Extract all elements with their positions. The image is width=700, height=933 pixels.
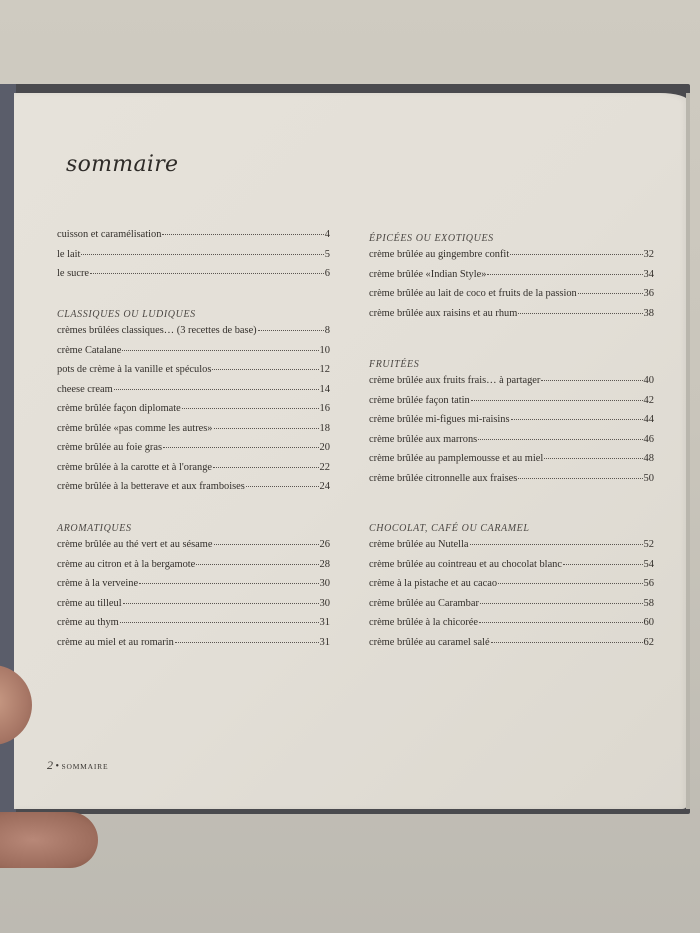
entry-label: crème brûlée aux marrons [369, 433, 478, 445]
entry-label: le lait [57, 248, 81, 260]
entry-label: cheese cream [57, 383, 113, 395]
entry-label: crème au tilleul [57, 597, 122, 609]
toc-entry[interactable] [369, 308, 654, 328]
toc-entry[interactable] [369, 453, 654, 473]
entry-page: 40 [643, 375, 654, 386]
dot-leader [123, 603, 319, 604]
entry-label: crème brûlée à la carotte et à l'orange [57, 461, 213, 473]
toc-section-aromatiques [57, 519, 330, 656]
toc-entry[interactable] [369, 617, 654, 637]
entry-label: crème brûlée au foie gras [57, 442, 163, 453]
entry-label: crème brûlée à la chicorée [369, 617, 479, 628]
dot-leader [518, 478, 642, 479]
entry-label: crème brûlée mi-figues mi-raisins [369, 414, 510, 425]
entry-page: 42 [643, 394, 654, 406]
entry-page: 12 [319, 364, 330, 375]
entry-page: 31 [319, 617, 330, 628]
entry-page: 52 [643, 539, 654, 550]
page-title: sommaire [66, 152, 179, 177]
toc-entry[interactable] [57, 249, 330, 269]
page-footer [47, 758, 108, 773]
entry-label: cuisson et caramélisation [57, 229, 162, 240]
toc-intro [57, 229, 330, 288]
dot-leader [471, 400, 643, 401]
dot-leader [214, 544, 319, 545]
toc-entry[interactable] [369, 269, 654, 289]
toc-entry[interactable] [369, 375, 654, 395]
dot-leader [510, 254, 642, 255]
entry-page: 62 [643, 636, 654, 648]
page-edge [686, 93, 690, 809]
toc-entry[interactable] [369, 598, 654, 618]
toc-entry[interactable] [369, 434, 654, 454]
toc-entry[interactable] [57, 598, 330, 618]
dot-leader [175, 642, 319, 643]
footer-label: SOMMAIRE [61, 762, 109, 771]
dot-leader [498, 583, 642, 584]
dot-leader [518, 313, 642, 314]
dot-leader [212, 369, 318, 370]
dot-leader [196, 564, 318, 565]
entry-page: 28 [319, 558, 330, 570]
dot-leader [258, 330, 324, 331]
toc-entry[interactable] [57, 578, 330, 598]
dot-leader [511, 419, 643, 420]
footer-bullet: • [55, 761, 60, 772]
dot-leader [491, 642, 643, 643]
entry-page: 60 [643, 617, 654, 628]
entry-label: crème Catalane [57, 344, 122, 356]
entry-label: pots de crème à la vanille et spéculos [57, 364, 212, 375]
toc-section-classiques [57, 305, 330, 501]
toc-section-fruitees [369, 355, 654, 492]
toc-entry[interactable] [369, 637, 654, 657]
entry-label: crème brûlée au gingembre confit [369, 249, 510, 260]
dot-leader [182, 408, 319, 409]
entry-label: crème à la verveine [57, 578, 139, 589]
toc-section-chocolat [369, 519, 654, 656]
entry-label: crème au miel et au romarin [57, 636, 174, 648]
toc-entry[interactable] [57, 268, 330, 288]
section-heading: CLASSIQUES OU LUDIQUES [57, 309, 196, 320]
dot-leader [479, 622, 642, 623]
dot-leader [214, 428, 319, 429]
entry-page: 18 [319, 422, 330, 434]
entry-page: 22 [319, 461, 330, 473]
entry-page: 10 [319, 344, 330, 356]
dot-leader [81, 254, 323, 255]
toc-entry[interactable] [57, 637, 330, 657]
entry-page: 34 [643, 268, 654, 280]
section-heading: CHOCOLAT, CAFÉ OU CARAMEL [369, 523, 530, 534]
toc-entry[interactable] [57, 442, 330, 462]
entry-label: le sucre [57, 268, 90, 279]
entry-page: 30 [319, 578, 330, 589]
dot-leader [487, 274, 642, 275]
dot-leader [162, 234, 323, 235]
entry-page: 4 [324, 229, 330, 240]
toc-entry[interactable] [57, 229, 330, 249]
dot-leader [246, 486, 319, 487]
toc-entry[interactable] [57, 345, 330, 365]
toc-entry[interactable] [57, 403, 330, 423]
toc-entry[interactable] [57, 423, 330, 443]
entry-label: crème brûlée au lait de coco et fruits de la passion [369, 288, 577, 299]
dot-leader [163, 447, 318, 448]
toc-entry[interactable] [369, 414, 654, 434]
entry-page: 14 [319, 383, 330, 395]
entry-page: 32 [643, 249, 654, 260]
toc-entry[interactable] [57, 325, 330, 345]
entry-label: crème brûlée à la betterave et aux framboises [57, 481, 245, 492]
dot-leader [480, 603, 643, 604]
dot-leader [478, 439, 642, 440]
toc-entry[interactable] [57, 617, 330, 637]
entry-label: crème brûlée au Carambar [369, 597, 479, 609]
entry-page: 48 [643, 453, 654, 464]
toc-entry[interactable] [369, 539, 654, 559]
entry-page: 20 [319, 442, 330, 453]
entry-page: 6 [324, 268, 330, 279]
dot-leader [213, 467, 318, 468]
section-heading: AROMATIQUES [57, 523, 132, 534]
entry-page: 36 [643, 288, 654, 299]
toc-entry[interactable] [57, 481, 330, 501]
toc-entry[interactable] [57, 364, 330, 384]
entry-label: crèmes brûlées classiques… (3 recettes de base) [57, 325, 257, 336]
entry-page: 50 [643, 472, 654, 484]
toc-entry[interactable] [369, 395, 654, 415]
entry-page: 44 [643, 414, 654, 425]
dot-leader [114, 389, 319, 390]
section-heading: ÉPICÉES OU EXOTIQUES [369, 233, 494, 244]
entry-label: crème brûlée aux raisins et au rhum [369, 307, 518, 319]
thumb-lower [0, 812, 98, 868]
entry-page: 46 [643, 433, 654, 445]
toc-entry[interactable] [369, 578, 654, 598]
entry-page: 31 [319, 636, 330, 648]
entry-label: crème au thym [57, 617, 119, 628]
entry-label: crème brûlée au cointreau et au chocolat blanc [369, 558, 562, 570]
entry-label: crème brûlée «Indian Style» [369, 268, 487, 280]
dot-leader [470, 544, 643, 545]
entry-page: 54 [643, 558, 654, 570]
toc-entry[interactable] [369, 559, 654, 579]
dot-leader [90, 273, 324, 274]
entry-page: 56 [643, 578, 654, 589]
toc-entry[interactable] [57, 462, 330, 482]
entry-label: crème brûlée «pas comme les autres» [57, 422, 213, 434]
entry-page: 58 [643, 597, 654, 609]
entry-label: crème brûlée au caramel salé [369, 636, 490, 648]
footer-page-number: 2 [47, 758, 53, 772]
entry-label: crème brûlée façon diplomate [57, 403, 181, 414]
toc-entry[interactable] [57, 539, 330, 559]
entry-page: 24 [319, 481, 330, 492]
dot-leader [122, 350, 318, 351]
entry-label: crème brûlée citronnelle aux fraises [369, 472, 518, 484]
entry-label: crème brûlée au pamplemousse et au miel [369, 453, 544, 464]
dot-leader [563, 564, 643, 565]
entry-label: crème à la pistache et au cacao [369, 578, 498, 589]
entry-label: crème brûlée au thé vert et au sésame [57, 539, 213, 550]
dot-leader [544, 458, 642, 459]
toc-entry[interactable] [369, 473, 654, 493]
toc-entry[interactable] [57, 384, 330, 404]
entry-label: crème au citron et à la bergamote [57, 558, 196, 570]
entry-label: crème brûlée façon tatin [369, 394, 470, 406]
dot-leader [541, 380, 642, 381]
toc-entry[interactable] [369, 288, 654, 308]
dot-leader [578, 293, 643, 294]
dot-leader [139, 583, 318, 584]
entry-page: 5 [324, 248, 330, 260]
entry-label: crème brûlée aux fruits frais… à partager [369, 375, 541, 386]
entry-page: 38 [643, 307, 654, 319]
entry-page: 16 [319, 403, 330, 414]
entry-label: crème brûlée au Nutella [369, 539, 469, 550]
dot-leader [120, 622, 319, 623]
toc-entry[interactable] [57, 559, 330, 579]
entry-page: 30 [319, 597, 330, 609]
toc-entry[interactable] [369, 249, 654, 269]
section-heading: FRUITÉES [369, 359, 420, 370]
entry-page: 8 [324, 325, 330, 336]
entry-page: 26 [319, 539, 330, 550]
toc-section-epicees [369, 229, 654, 327]
